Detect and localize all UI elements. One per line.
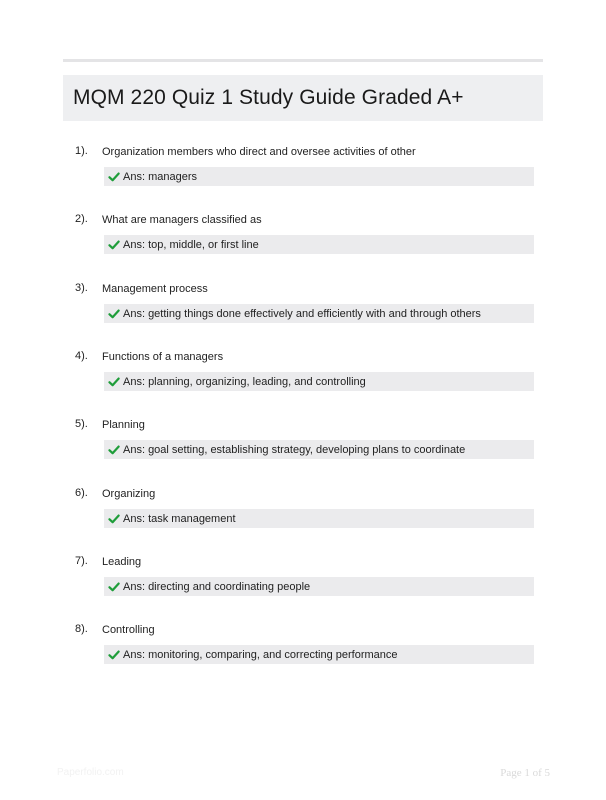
question-text: Leading (102, 556, 142, 568)
answer-box (104, 440, 534, 459)
question-item-8 (0, 623, 606, 683)
answer-text: Ans: directing and coordinating people (123, 580, 311, 593)
question-item-7 (0, 555, 606, 615)
answer-text: Ans: planning, organizing, leading, and controlling (123, 375, 366, 388)
answer-box (104, 372, 534, 391)
check-icon (108, 513, 120, 525)
answer-box (104, 577, 534, 596)
question-number: 1). (75, 145, 88, 157)
answer-box (104, 304, 534, 323)
question-item-6 (0, 487, 606, 547)
question-number: 2). (75, 213, 88, 225)
answer-text: Ans: top, middle, or first line (123, 238, 259, 251)
page-indicator: Page 1 of 5 (500, 767, 550, 779)
question-text: Functions of a managers (102, 351, 224, 363)
answer-box (104, 645, 534, 664)
answer-text: Ans: goal setting, establishing strategy, developing plans to coordinate (123, 443, 466, 456)
check-icon (108, 649, 120, 661)
question-number: 8). (75, 623, 88, 635)
question-number: 5). (75, 418, 88, 430)
answer-text: Ans: monitoring, comparing, and correcting performance (123, 648, 398, 661)
answer-box (104, 167, 534, 186)
top-divider (63, 59, 543, 62)
question-item-1 (0, 145, 606, 205)
question-item-2 (0, 213, 606, 273)
answer-text: Ans: task management (123, 512, 236, 525)
page-title: MQM 220 Quiz 1 Study Guide Graded A+ (73, 86, 464, 109)
question-item-3 (0, 282, 606, 342)
question-item-5 (0, 418, 606, 478)
check-icon (108, 581, 120, 593)
answer-box (104, 509, 534, 528)
title-banner (63, 75, 543, 121)
question-text: Organization members who direct and oversee activities of other (102, 146, 416, 158)
check-icon (108, 308, 120, 320)
question-text: Planning (102, 419, 145, 431)
footer-watermark: Paperfolio.com (57, 767, 124, 778)
answer-text: Ans: managers (123, 170, 197, 183)
question-number: 7). (75, 555, 88, 567)
question-number: 4). (75, 350, 88, 362)
question-number: 3). (75, 282, 88, 294)
question-item-4 (0, 350, 606, 410)
check-icon (108, 239, 120, 251)
check-icon (108, 171, 120, 183)
check-icon (108, 376, 120, 388)
question-text: Management process (102, 283, 208, 295)
answer-text: Ans: getting things done effectively and efficiently with and through others (123, 307, 481, 320)
question-text: Controlling (102, 624, 155, 636)
check-icon (108, 444, 120, 456)
question-number: 6). (75, 487, 88, 499)
question-text: Organizing (102, 488, 156, 500)
answer-box (104, 235, 534, 254)
question-text: What are managers classified as (102, 214, 262, 226)
